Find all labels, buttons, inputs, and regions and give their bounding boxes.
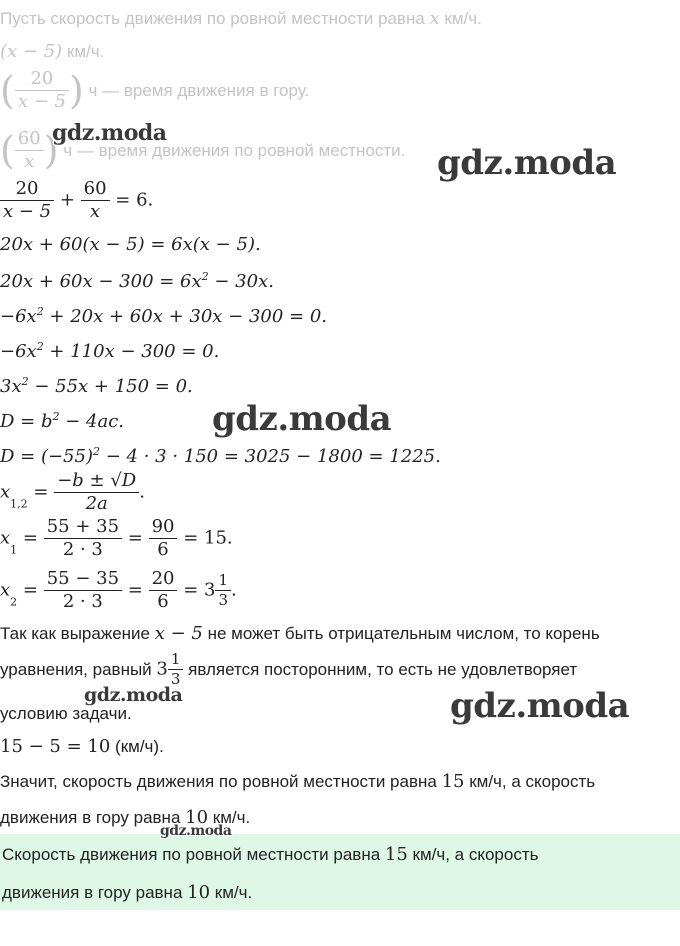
text-line-a: Так как выражение x − 5 не может быть отрицательным числом, то корень [0,623,600,644]
answer-line-1: Скорость движения по ровной местности равна 15 км/ч, а скорость [2,844,539,865]
answer-line-2: движения в гору равна 10 км/ч. [2,882,253,903]
equation-10: $x_1$ = $\frac{55 + 35}{2 \cdot 3}$ = $\frac{90}{6}$ = 15. [0,516,233,560]
equation-6: $3x^2 - 55x + 150 = 0$. [0,375,193,397]
equation-7: $D = b^2 - 4ac$. [0,410,124,432]
fraction: $\frac{60}{x}$ [15,130,44,171]
equation-4: $-6x^2 + 20x + 60x + 30x - 300 = 0$. [0,305,328,327]
equation-1: $\frac{20}{x - 5}$ + $\frac{60}{x}$ = 6. [0,180,153,221]
answer-box [0,834,680,910]
equation-8: $D = (-55)^2 - 4 \cdot 3 \cdot 150 = 3025 - 1800 = 1225$. [0,445,441,467]
watermark: gdz.moda [52,120,167,146]
uphill-speed-line: (x − 5) км/ч. [0,41,105,62]
equation-12: 15 − 5 = 10 (км/ч). [0,736,164,757]
time-flat-line: ( $\frac{60}{x}$ ) ч — время движения по ровной местности. [0,128,406,173]
text-line-e: движения в гору равна 10 км/ч. [0,807,251,828]
watermark: gdz.moda [450,686,630,726]
equation-9: $x_{1,2}$ = $\frac{-b \pm √D}{2a}$ . [0,470,145,514]
intro-line: Пусть скорость движения по ровной местности равна x км/ч. [0,8,482,29]
watermark: gdz.moda [437,143,617,183]
watermark: gdz.moda [212,399,392,439]
equation-3: $20x + 60x - 300 = 6x^2 - 30x$. [0,270,274,292]
equation-11: $x_2$ = $\frac{55 - 35}{2 \cdot 3}$ = $\frac{20}{6}$ = 3 $\frac{1}{3}$ . [0,568,237,612]
equation-2: 20x + 60(x − 5) = 6x(x − 5). [0,234,261,255]
text-line-b: уравнения, равный 3 $\frac{1}{3}$ является посторонним, то есть не удовлетворяет [0,650,578,688]
text-line-d: Значит, скорость движения по ровной местности равна 15 км/ч, а скорость [0,771,596,792]
text-line-c: условию задачи. [0,704,132,723]
fraction: $\frac{20}{x - 5}$ [15,70,69,111]
watermark: gdz.moda [160,823,232,839]
time-uphill-line: ( $\frac{20}{x - 5}$ ) ч — время движения в гору. [0,68,310,113]
watermark: gdz.moda [84,684,183,706]
equation-5: $-6x^2 + 110x - 300 = 0$. [0,340,220,362]
